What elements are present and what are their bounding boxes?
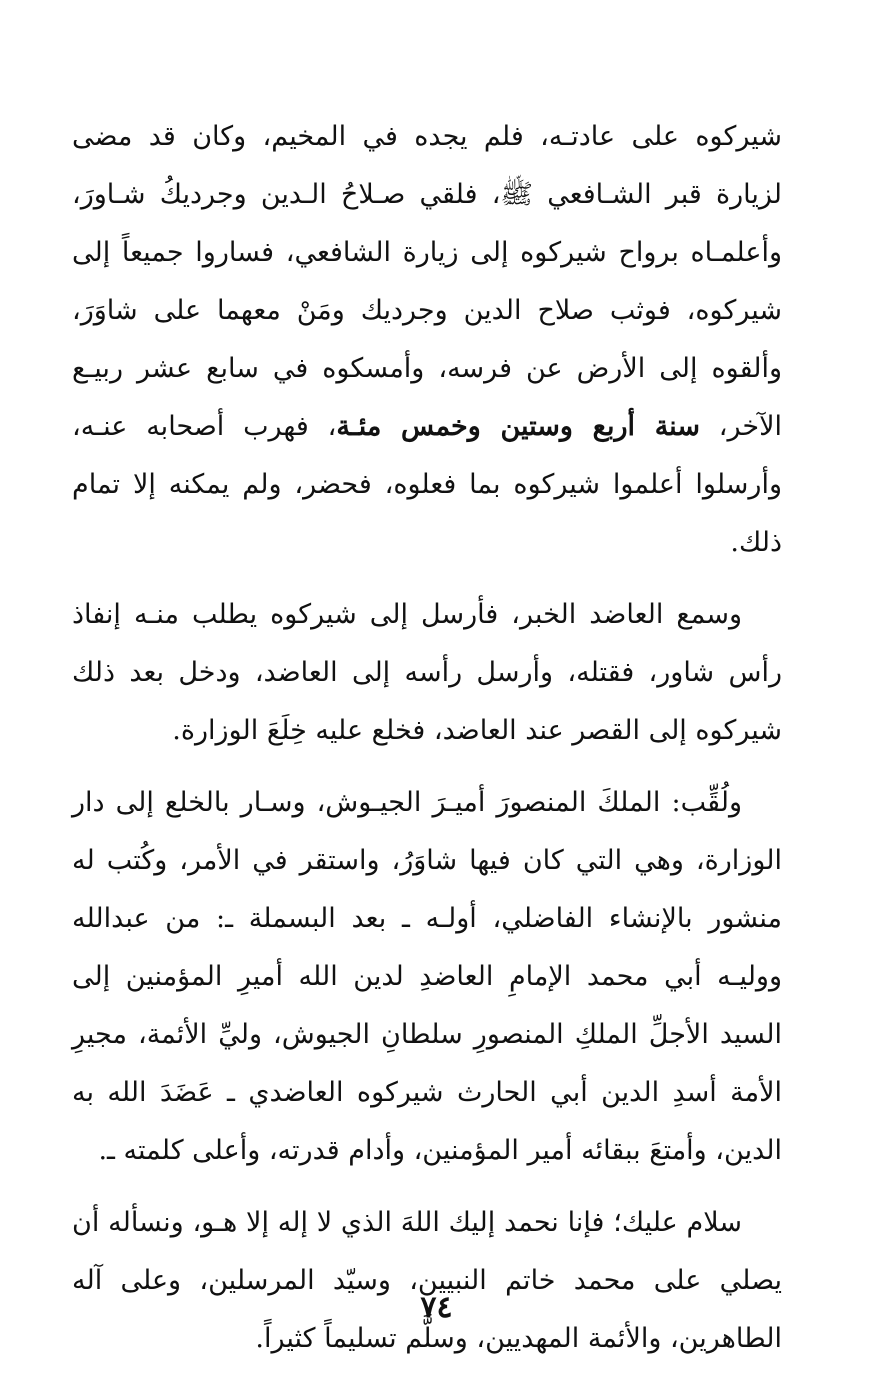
body-text xyxy=(72,108,782,1368)
paragraph-4: سلام عليك؛ فإنا نحمد إليك اللهَ الذي لا إله إلا هـو، ونسأله أن يصلي على محمد خاتم النبيين، وسيّد المرسلين، وعلى آله الطاهرين، والأئمة المهديين، وسلَّم تسليماً كثيراً. xyxy=(72,1207,782,1354)
paragraph-1 xyxy=(72,108,782,572)
paragraph-1-part-1: شيركوه على عادتـه، فلم يجده في المخيم، وكان قد مضى لزيارة قبر الشـافعي ﷺ، فلقي صـلاحُ الـدين وجرديكُ شـاورَ، وأعلمـاه برواح شيركوه إلى زيارة الشافعي، فساروا جميعاً إلى شيركوه، فوثب صلاح الدين وجرديك ومَنْ معهما على شاوَرَ، وألقوه إلى الأرض عن فرسه، وأمسكوه في سابع عشر ربيـع الآخر، xyxy=(72,121,782,442)
paragraph-1-part-3: ، فهرب أصحابه عنـه، وأرسلوا أعلموا شيركوه بما فعلوه، فحضر، ولم يمكنه إلا تمام ذلك. xyxy=(72,411,782,558)
paragraph-3: ولُقِّب: الملكَ المنصورَ أميـرَ الجيـوش، وسـار بالخلع إلى دار الوزارة، وهي التي كان فيها شاوَرُ، واستقر في الأمر، وكُتب له منشور بالإنشاء الفاضلي، أولـه ـ بعد البسملة ـ: من عبدالله ووليـه أبي محمد الإمامِ العاضدِ لدين الله أميرِ المؤمنين إلى السيد الأجلِّ الملكِ المنصورِ سلطانِ الجيوش، وليِّ الأئمة، مجيرِ الأمة أسدِ الدين أبي الحارث شيركوه العاضدي ـ عَضَدَ الله به الدين، وأمتعَ ببقائه أمير المؤمنين، وأدام قدرته، وأعلى كلمته ـ. xyxy=(72,787,782,1166)
paragraph-2: وسمع العاضد الخبر، فأرسل إلى شيركوه يطلب منـه إنفاذ رأس شاور، فقتله، وأرسل رأسه إلى العاضد، ودخل بعد ذلك شيركوه إلى القصر عند العاضد، فخلع عليه خِلَعَ الوزارة. xyxy=(72,599,782,746)
page-number: ٧٤ xyxy=(420,1290,453,1325)
paragraph-1-date-bold: سنة أربع وستين وخمس مئـة xyxy=(336,411,700,442)
